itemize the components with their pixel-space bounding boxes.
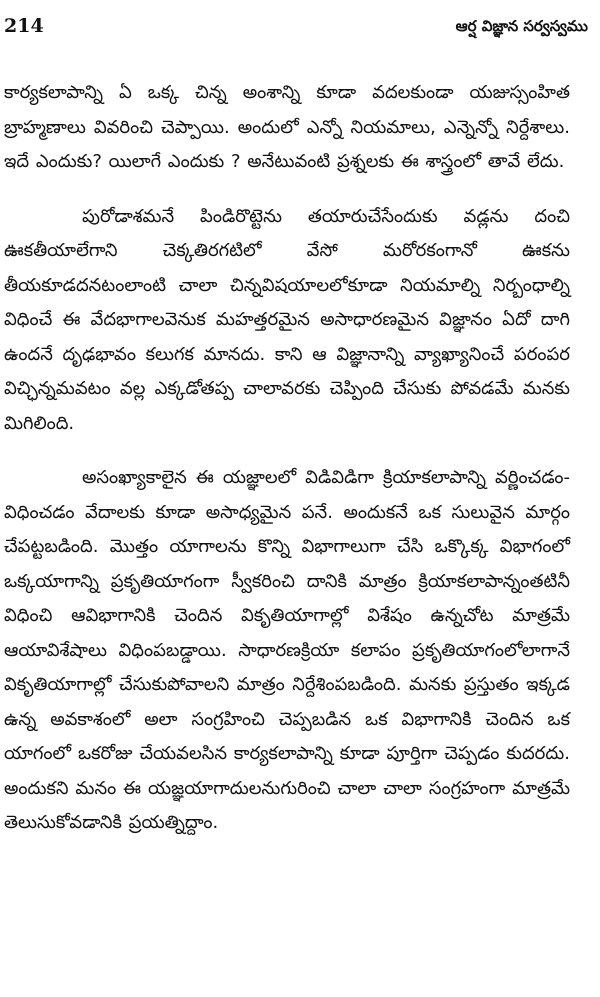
paragraph-3: అసంఖ్యాకాలైన ఈ యజ్ఞాలలో విడివిడిగా క్రియాకలాపాన్ని వర్ణించడం-విధించడం వేదాలకు కూడా అసాధ్యమైన పనే. అందుకనే ఒక సులువైన మార్గం చేపట్టబడింది. మొత్తం యాగాలను కొన్ని విభాగాలుగా చేసి ఒక్కొక్క విభాగంలో ఒక్కయాగాన్ని ప్రకృతియాగంగా స్వీకరించి దానికి మాత్రం క్రియాకలాపాన్నంతటినీ విధించి ఆవిభాగానికి చెందిన వికృతియాగాల్లో విశేషం ఉన్నచోట మాత్రమే ఆయావిశేషాలు విధింపబడ్డాయి. సాధారణక్రియా కలాపం ప్రకృతియాగంలోలాగానే వికృతియాగాల్లో చేసుకుపోవాలని మాత్రం నిర్దేశింపబడింది. మనకు ప్రస్తుతం ఇక్కడ ఉన్న అవకాశంలో అలా సంగ్రహించి చెప్పబడిన ఒక విభాగానికి చెందిన ఒక యాగంలో ఒకరోజు చేయవలసిన కార్యకలాపాన్ని కూడా పూర్తిగా చెప్పడం కుదరదు. అందుకని మనం ఈ యజ్ఞయాగాదులనుగురించి చాలా చాలా సంగ్రహంగా మాత్రమే తెలుసుకోవడానికి ప్రయత్నిద్దాం. (4, 467, 570, 833)
book-title: ఆర్ష విజ్ఞాన సర్వస్వము (455, 17, 588, 35)
running-header (4, 14, 588, 46)
page-number: 214 (4, 15, 44, 37)
paragraph-1: కార్యకలాపాన్ని ఏ ఒక్క చిన్న అంశాన్ని కూడా వదలకుండా యజుస్సంహిత బ్రాహ్మణాలు వివరించి చెప్పాయి. అందులో ఎన్నో నియమాలు, ఎన్నెన్నో నిర్దేశాలు. ఇదే ఎందుకు? యిలాగే ఎందుకు ? అనేటువంటి ప్రశ్నలకు ఈ శాస్త్రంలో తావే లేదు. (4, 82, 570, 172)
paragraph-2: పురోడాశమనే పిండిరొట్టెను తయారుచేసేందుకు వడ్లను దంచి ఊకతీయాలేగాని చెక్కతిరగటిలో వేసో మరోరకంగానో ఊకను తీయకూడదనటంలాంటి చాలా చిన్నవిషయాలలోకూడా నియమాల్ని నిర్బంధాల్ని విధించే ఈ వేదభాగాలవెనుక మహత్తరమైన అసాధారణమైన విజ్ఞానం ఏదో దాగి ఉందనే దృఢభావం కలుగక మానదు. కాని ఆ విజ్ఞానాన్ని వ్యాఖ్యానించే పరంపర విచ్ఛిన్నమవటం వల్ల ఎక్కడోతప్ప చాలావరకు చెప్పింది చేసుకు పోవడమే మనకు మిగిలింది. (4, 205, 570, 434)
